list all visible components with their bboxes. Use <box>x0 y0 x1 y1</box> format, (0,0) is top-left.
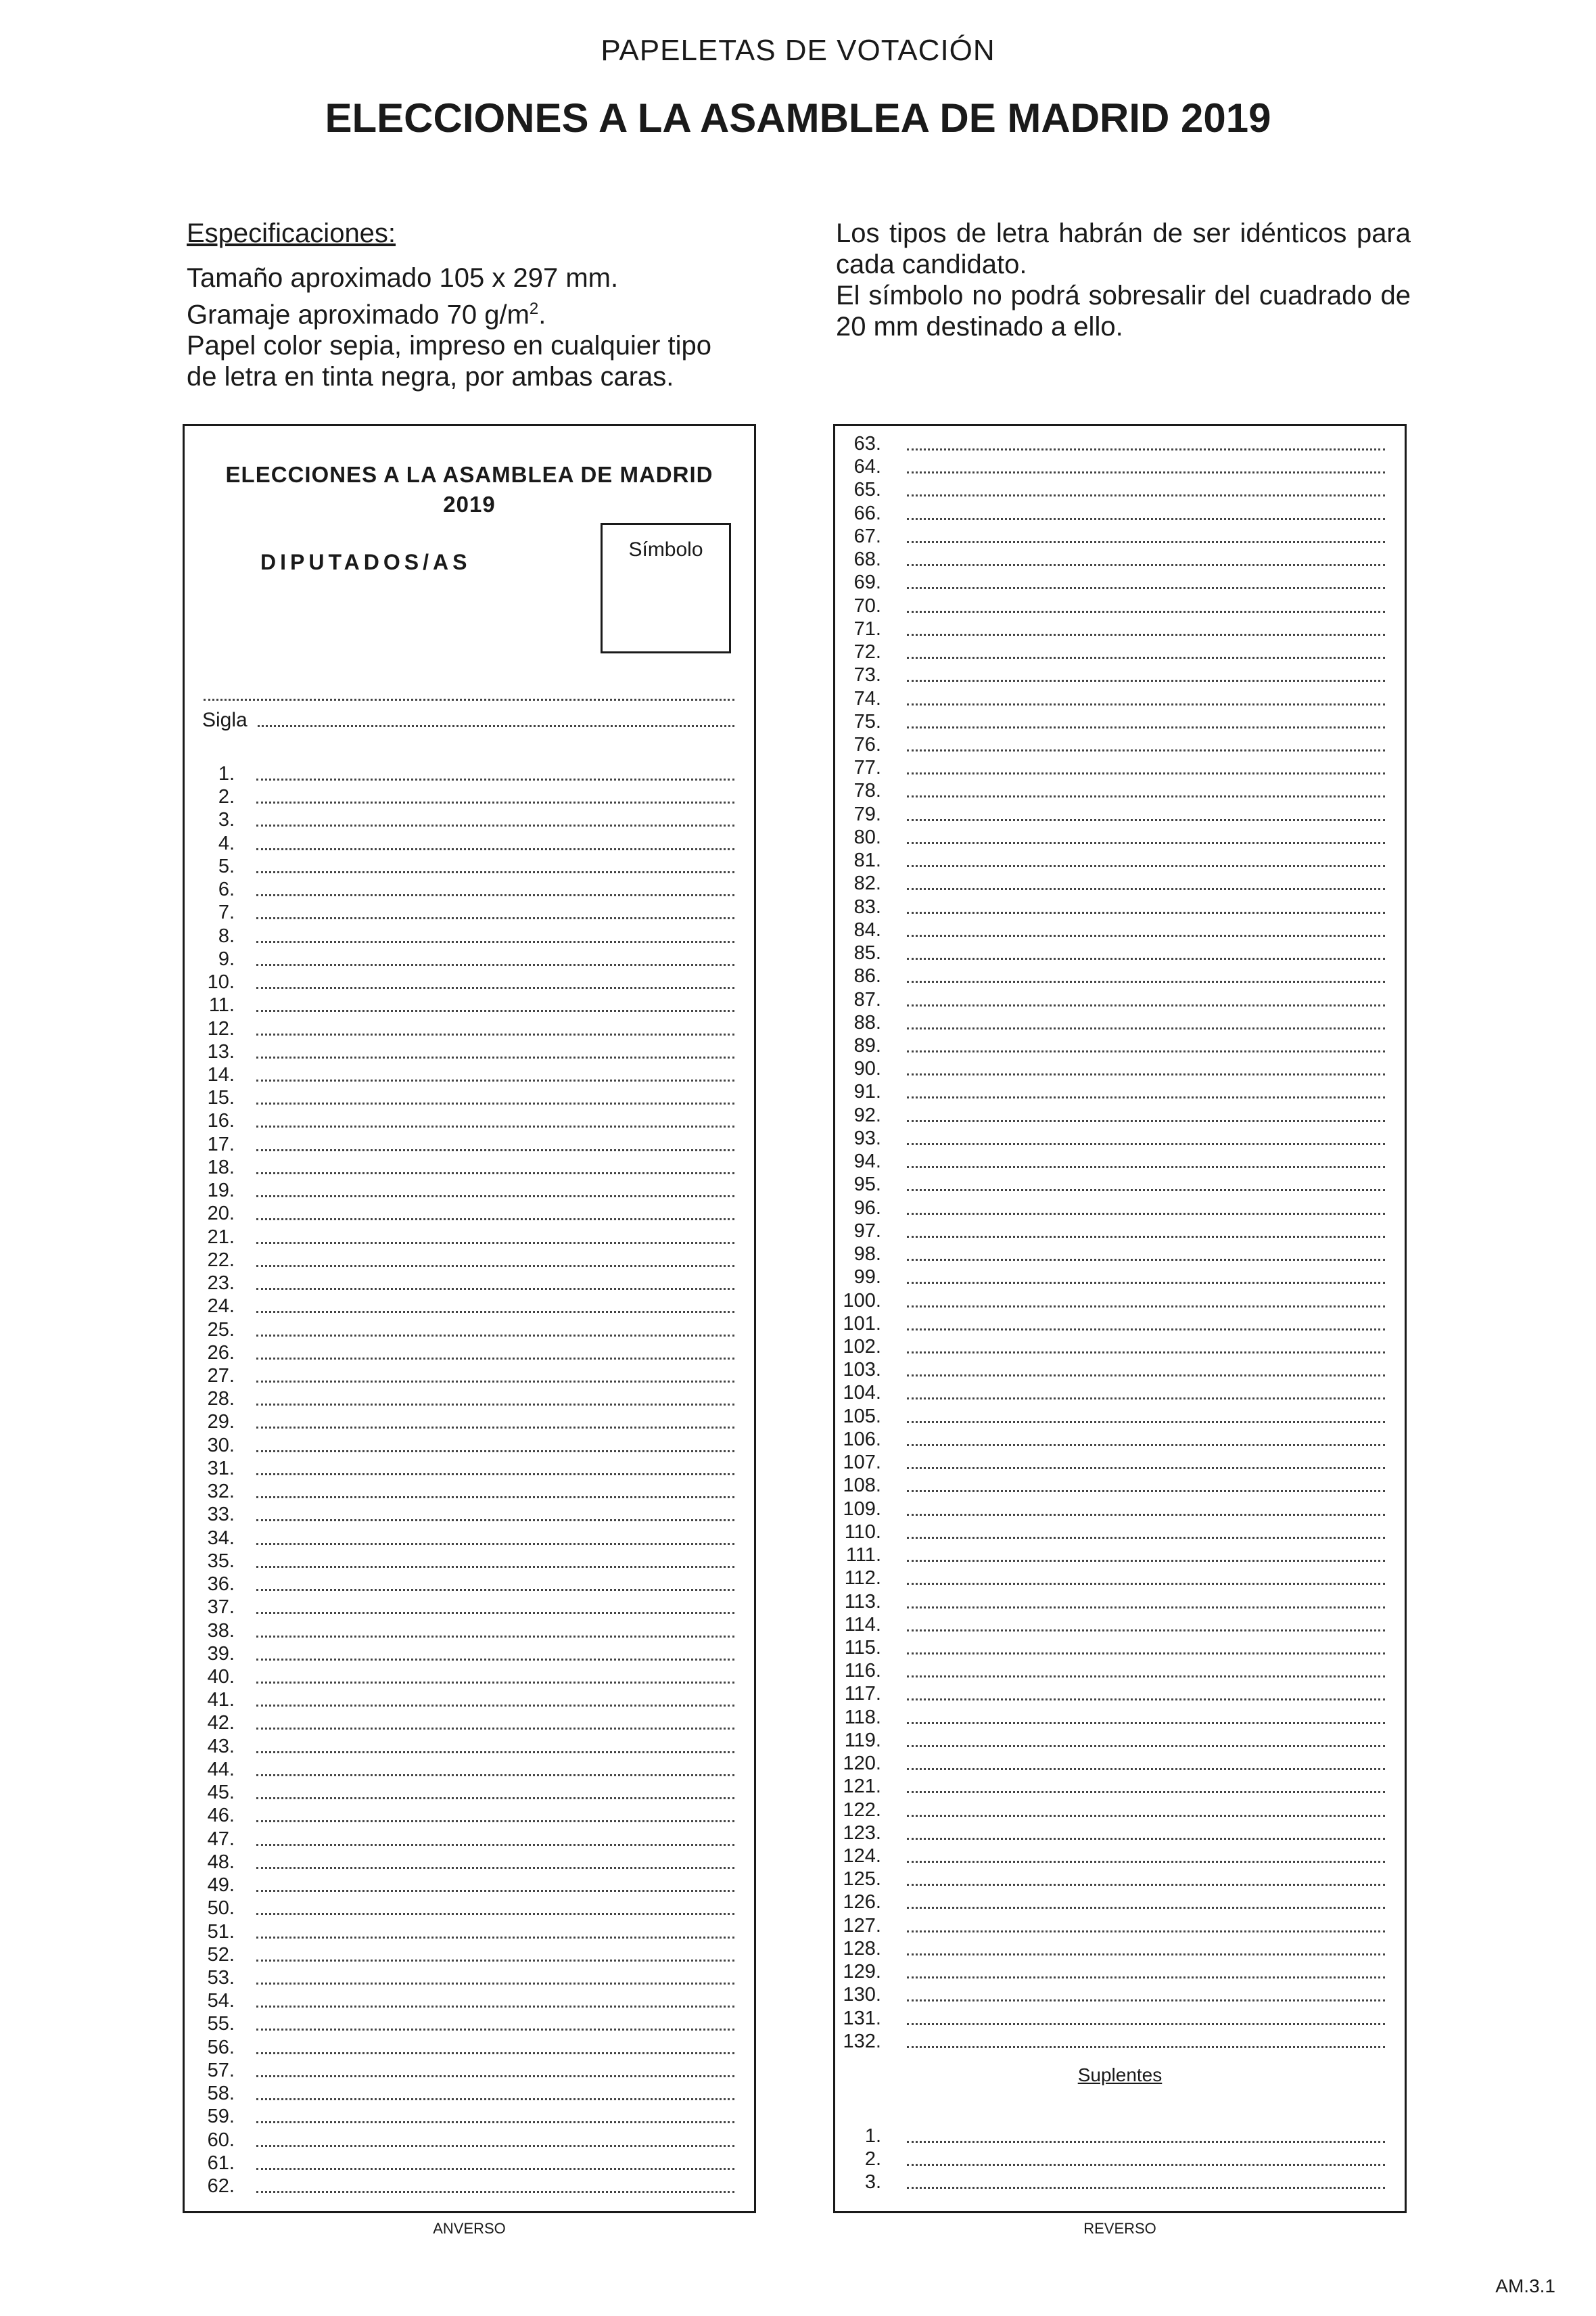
candidate-number: 13. <box>207 1040 235 1063</box>
candidate-number: 26. <box>207 1341 235 1364</box>
candidate-number: 59. <box>207 2106 235 2128</box>
candidate-number: 130. <box>843 1984 881 2006</box>
candidate-line <box>907 1166 1385 1168</box>
candidate-line <box>907 981 1385 983</box>
candidate-line <box>907 703 1385 705</box>
candidate-number: 79. <box>853 803 881 825</box>
candidate-line <box>256 1103 734 1105</box>
candidate-line <box>907 1884 1385 1886</box>
candidate-number: 64. <box>853 456 881 478</box>
candidate-number: 36. <box>207 1573 235 1596</box>
candidate-line <box>256 1404 734 1406</box>
candidate-line <box>907 2046 1385 2048</box>
candidate-number: 19. <box>207 1180 235 1202</box>
candidate-number: 12. <box>207 1017 235 1040</box>
candidate-number: 74. <box>853 687 881 710</box>
candidate-number: 66. <box>853 502 881 524</box>
candidate-number: 57. <box>207 2059 235 2081</box>
candidate-number: 31. <box>207 1457 235 1479</box>
candidate-line <box>256 2098 734 2100</box>
candidate-line <box>256 2145 734 2147</box>
candidate-number: 81. <box>853 850 881 872</box>
suplente-line <box>907 2164 1385 2166</box>
candidate-number: 21. <box>207 1226 235 1248</box>
candidate-number: 116. <box>844 1660 881 1682</box>
candidate-line <box>907 772 1385 774</box>
document-top-title: PAPELETAS DE VOTACIÓN <box>601 34 995 67</box>
candidate-line <box>907 1213 1385 1215</box>
candidate-number: 87. <box>853 988 881 1011</box>
spec-weight-exponent: 2 <box>529 300 539 318</box>
candidate-line <box>256 917 734 919</box>
candidate-line <box>256 1636 734 1638</box>
party-name-line <box>204 699 734 701</box>
candidate-number: 5. <box>218 855 235 877</box>
candidate-number: 34. <box>207 1527 235 1549</box>
candidate-number: 25. <box>207 1318 235 1341</box>
candidate-line <box>256 1913 734 1915</box>
candidate-line <box>256 1057 734 1059</box>
candidate-number: 107. <box>843 1452 881 1474</box>
candidate-number: 70. <box>853 595 881 617</box>
candidate-number: 62. <box>207 2175 235 2198</box>
candidate-line <box>907 541 1385 543</box>
candidate-line <box>907 1791 1385 1793</box>
candidate-number: 39. <box>207 1642 235 1665</box>
candidate-number: 101. <box>843 1312 881 1335</box>
candidate-number: 115. <box>844 1636 881 1659</box>
ballot-title <box>198 460 741 519</box>
candidate-line <box>907 471 1385 473</box>
candidate-line <box>907 1096 1385 1098</box>
candidate-number: 86. <box>853 965 881 988</box>
candidate-number: 15. <box>207 1087 235 1109</box>
suplente-line <box>907 2141 1385 2143</box>
candidate-line <box>907 1050 1385 1052</box>
candidate-line <box>256 1034 734 1036</box>
candidate-line <box>256 1960 734 1962</box>
candidate-number: 93. <box>853 1127 881 1149</box>
candidate-number: 99. <box>853 1266 881 1289</box>
candidate-number: 88. <box>853 1011 881 1034</box>
candidate-line <box>256 1265 734 1267</box>
candidate-number: 75. <box>853 710 881 733</box>
candidate-number: 95. <box>853 1174 881 1196</box>
candidate-line <box>256 1473 734 1475</box>
candidate-number: 63. <box>853 433 881 455</box>
candidate-line <box>256 1751 734 1753</box>
candidate-number: 128. <box>843 1937 881 1960</box>
candidate-number: 67. <box>853 525 881 547</box>
suplente-number: 2. <box>864 2148 881 2171</box>
candidate-line <box>907 1838 1385 1840</box>
candidate-line <box>907 1560 1385 1562</box>
candidate-number: 110. <box>844 1521 881 1543</box>
candidate-number: 29. <box>207 1411 235 1433</box>
candidate-number: 94. <box>853 1151 881 1173</box>
candidate-line <box>256 2052 734 2054</box>
candidate-number: 104. <box>843 1382 881 1404</box>
candidate-line <box>256 2121 734 2123</box>
candidate-line <box>256 1288 734 1290</box>
candidate-number: 43. <box>207 1735 235 1757</box>
candidate-line <box>256 1427 734 1429</box>
candidate-line <box>256 1195 734 1197</box>
candidate-number: 98. <box>853 1243 881 1266</box>
candidate-line <box>907 1768 1385 1770</box>
symbol-box <box>601 523 731 653</box>
front-caption: ANVERSO <box>433 2220 506 2237</box>
candidate-number: 33. <box>207 1504 235 1526</box>
candidate-number: 24. <box>207 1295 235 1318</box>
candidate-line <box>907 749 1385 751</box>
candidate-number: 89. <box>853 1034 881 1057</box>
document-main-title: ELECCIONES A LA ASAMBLEA DE MADRID 2019 <box>325 95 1271 141</box>
suplente-line <box>907 2187 1385 2189</box>
candidate-line <box>907 1907 1385 1909</box>
candidate-line <box>907 865 1385 867</box>
candidate-line <box>256 802 734 804</box>
candidate-number: 123. <box>843 1822 881 1844</box>
spec-paper: Papel color sepia, impreso en cualquier tipo <box>187 331 711 361</box>
candidate-number: 7. <box>218 902 235 924</box>
candidate-number: 52. <box>207 1943 235 1966</box>
candidate-line <box>907 611 1385 613</box>
candidate-line <box>907 634 1385 636</box>
candidate-line <box>907 1351 1385 1353</box>
candidate-line <box>907 2023 1385 2025</box>
candidate-line <box>256 964 734 966</box>
candidate-number: 117. <box>844 1683 881 1705</box>
candidate-line <box>907 1027 1385 1029</box>
candidate-line <box>256 1797 734 1799</box>
candidate-line <box>256 1311 734 1313</box>
candidate-number: 60. <box>207 2129 235 2151</box>
candidate-line <box>256 1149 734 1151</box>
candidate-number: 51. <box>207 1920 235 1943</box>
ballot-front-panel <box>183 424 756 2213</box>
candidate-number: 9. <box>218 948 235 970</box>
candidate-line <box>256 1358 734 1360</box>
candidate-line <box>256 941 734 943</box>
candidate-number: 72. <box>853 641 881 664</box>
candidate-line <box>907 1675 1385 1677</box>
symbol-label: Símbolo <box>628 538 703 561</box>
candidate-line <box>256 825 734 827</box>
candidate-line <box>256 1242 734 1244</box>
candidate-line <box>907 1073 1385 1075</box>
ballot-title-year: 2019 <box>443 492 496 517</box>
candidate-line <box>256 894 734 896</box>
candidate-number: 10. <box>207 971 235 994</box>
candidate-line <box>256 987 734 989</box>
candidate-number: 96. <box>853 1197 881 1219</box>
candidate-number: 97. <box>853 1220 881 1242</box>
candidate-number: 120. <box>843 1753 881 1775</box>
page-code: AM.3.1 <box>1495 2275 1555 2296</box>
candidate-line <box>256 1867 734 1869</box>
candidate-line <box>256 1172 734 1174</box>
candidate-number: 11. <box>208 994 235 1017</box>
candidate-line <box>256 871 734 873</box>
candidate-number: 18. <box>207 1156 235 1178</box>
candidate-line <box>907 1444 1385 1446</box>
symbol-note: El símbolo no podrá sobresalir del cuadrado de 20 mm destinado a ello. <box>836 281 1411 342</box>
candidate-number: 91. <box>853 1081 881 1103</box>
candidate-line <box>256 1450 734 1452</box>
candidate-number: 124. <box>843 1845 881 1868</box>
candidate-number: 73. <box>853 664 881 687</box>
candidate-number: 78. <box>853 780 881 802</box>
candidate-number: 55. <box>207 2013 235 2035</box>
candidate-number: 32. <box>207 1481 235 1503</box>
candidate-number: 84. <box>853 919 881 941</box>
candidate-number: 44. <box>207 1758 235 1780</box>
candidate-line <box>256 1983 734 1985</box>
candidate-number: 27. <box>207 1364 235 1387</box>
candidate-number: 85. <box>853 942 881 965</box>
suplente-number: 1. <box>864 2125 881 2147</box>
candidate-line <box>907 1397 1385 1399</box>
candidate-line <box>256 1659 734 1661</box>
candidate-number: 100. <box>843 1289 881 1312</box>
candidate-line <box>907 1421 1385 1423</box>
candidate-line <box>907 1374 1385 1376</box>
candidate-number: 46. <box>207 1805 235 1827</box>
spec-weight-text: Gramaje aproximado 70 g/m <box>187 300 530 330</box>
candidate-number: 35. <box>207 1550 235 1572</box>
candidate-number: 58. <box>207 2083 235 2105</box>
candidate-number: 103. <box>843 1359 881 1381</box>
candidate-line <box>907 1305 1385 1307</box>
candidate-number: 49. <box>207 1874 235 1897</box>
candidate-number: 30. <box>207 1434 235 1456</box>
candidate-line <box>256 2006 734 2008</box>
candidate-line <box>907 726 1385 728</box>
back-caption: REVERSO <box>1083 2220 1156 2237</box>
candidate-number: 113. <box>844 1590 881 1613</box>
candidate-number: 65. <box>853 479 881 501</box>
candidate-line <box>907 564 1385 566</box>
candidate-line <box>256 1844 734 1846</box>
candidate-line <box>907 842 1385 844</box>
candidate-number: 1. <box>218 763 235 785</box>
candidate-line <box>256 1218 734 1220</box>
candidate-line <box>256 779 734 781</box>
candidate-line <box>907 1143 1385 1145</box>
candidate-number: 68. <box>853 549 881 571</box>
suplente-number: 3. <box>864 2171 881 2194</box>
candidate-number: 119. <box>844 1729 881 1751</box>
candidate-line <box>256 1774 734 1776</box>
candidate-line <box>256 2191 734 2193</box>
candidate-line <box>256 1566 734 1568</box>
ballot-back-panel <box>833 424 1407 2213</box>
candidate-number: 4. <box>218 832 235 854</box>
candidate-number: 37. <box>207 1596 235 1619</box>
candidate-line <box>907 518 1385 520</box>
candidate-number: 126. <box>843 1891 881 1914</box>
candidate-number: 8. <box>218 925 235 947</box>
candidate-number: 40. <box>207 1665 235 1688</box>
candidate-number: 131. <box>843 2007 881 2029</box>
candidate-line <box>256 1820 734 1822</box>
candidate-line <box>907 1999 1385 2001</box>
candidate-line <box>256 2029 734 2031</box>
candidate-line <box>907 1861 1385 1863</box>
candidate-line <box>907 494 1385 496</box>
candidate-number: 17. <box>207 1133 235 1155</box>
candidate-number: 16. <box>207 1110 235 1132</box>
specifications-block <box>187 218 782 392</box>
candidate-number: 76. <box>853 733 881 756</box>
candidate-number: 45. <box>207 1782 235 1804</box>
candidate-number: 106. <box>843 1428 881 1450</box>
candidate-number: 77. <box>853 757 881 779</box>
candidate-number: 82. <box>853 873 881 895</box>
candidate-line <box>907 587 1385 589</box>
candidate-line <box>256 1543 734 1545</box>
candidate-line <box>907 1537 1385 1539</box>
candidate-line <box>907 1722 1385 1724</box>
suplentes-heading: Suplentes <box>1077 2064 1163 2085</box>
candidate-number: 127. <box>843 1914 881 1937</box>
candidate-number: 2. <box>218 786 235 808</box>
candidate-number: 92. <box>853 1104 881 1126</box>
candidate-number: 56. <box>207 2036 235 2058</box>
candidate-number: 125. <box>843 1868 881 1891</box>
candidate-number: 50. <box>207 1897 235 1920</box>
candidate-number: 118. <box>844 1706 881 1728</box>
candidate-line <box>907 1930 1385 1932</box>
candidate-line <box>256 1126 734 1128</box>
candidate-number: 14. <box>207 1063 235 1086</box>
candidate-line <box>256 1937 734 1939</box>
specifications-notes <box>836 218 1411 342</box>
candidate-number: 23. <box>207 1272 235 1295</box>
candidate-line <box>907 1815 1385 1817</box>
candidate-line <box>256 1612 734 1614</box>
candidate-number: 129. <box>843 1961 881 1983</box>
candidate-line <box>907 1745 1385 1747</box>
candidate-number: 71. <box>853 618 881 640</box>
candidate-line <box>256 1010 734 1012</box>
spec-weight-period: . <box>538 300 546 330</box>
candidate-line <box>256 1728 734 1730</box>
candidate-line <box>907 1236 1385 1238</box>
candidate-line <box>907 935 1385 937</box>
candidate-number: 122. <box>843 1799 881 1821</box>
candidate-number: 53. <box>207 1966 235 1989</box>
candidate-line <box>907 1490 1385 1492</box>
candidate-line <box>256 1381 734 1383</box>
candidate-number: 3. <box>218 809 235 831</box>
candidate-line <box>256 1496 734 1498</box>
candidate-number: 108. <box>843 1475 881 1497</box>
candidate-line <box>907 1120 1385 1122</box>
candidate-number: 69. <box>853 572 881 594</box>
candidate-line <box>907 1606 1385 1608</box>
candidate-line <box>256 1890 734 1892</box>
candidate-line <box>256 1335 734 1337</box>
candidate-number: 114. <box>844 1613 881 1636</box>
candidate-number: 38. <box>207 1619 235 1642</box>
candidate-number: 22. <box>207 1249 235 1271</box>
candidate-number: 6. <box>218 879 235 901</box>
candidate-line <box>907 1976 1385 1978</box>
candidate-line <box>907 1004 1385 1006</box>
candidate-number: 121. <box>843 1776 881 1798</box>
candidate-line <box>907 680 1385 682</box>
font-note: Los tipos de letra habrán de ser idénticos para cada candidato. <box>836 218 1411 279</box>
candidate-line <box>907 1328 1385 1330</box>
candidate-line <box>256 1519 734 1521</box>
candidate-line <box>907 1282 1385 1284</box>
candidate-line <box>907 912 1385 914</box>
ballot-subtitle: DIPUTADOS/AS <box>260 550 471 574</box>
specifications-heading: Especificaciones: <box>187 218 396 248</box>
candidate-number: 42. <box>207 1712 235 1734</box>
candidate-line <box>907 1189 1385 1191</box>
candidate-number: 61. <box>207 2152 235 2174</box>
candidate-number: 102. <box>843 1335 881 1358</box>
candidate-number: 112. <box>844 1567 881 1590</box>
candidate-line <box>907 795 1385 797</box>
candidate-number: 20. <box>207 1203 235 1225</box>
candidate-line <box>256 1080 734 1082</box>
candidate-number: 83. <box>853 896 881 918</box>
candidate-number: 105. <box>843 1405 881 1427</box>
ballot-title-line1: ELECCIONES A LA ASAMBLEA DE MADRID <box>225 462 713 487</box>
candidate-line <box>256 1589 734 1591</box>
candidate-line <box>907 1514 1385 1516</box>
candidate-number: 109. <box>843 1498 881 1520</box>
candidate-number: 48. <box>207 1851 235 1873</box>
candidate-number: 41. <box>207 1689 235 1711</box>
candidate-number: 47. <box>207 1828 235 1850</box>
spec-size: Tamaño aproximado 105 x 297 mm. <box>187 263 619 293</box>
candidate-line <box>256 2168 734 2170</box>
candidate-number: 80. <box>853 826 881 848</box>
candidate-line <box>256 1705 734 1707</box>
candidate-line <box>907 448 1385 450</box>
spec-paper-cont: de letra en tinta negra, por ambas caras. <box>187 362 674 392</box>
candidate-line <box>907 1698 1385 1700</box>
candidate-line <box>907 657 1385 659</box>
sigla-label: Sigla <box>202 709 248 731</box>
candidate-line <box>907 888 1385 890</box>
spec-weight <box>187 294 782 330</box>
candidate-line <box>907 1629 1385 1631</box>
candidate-number: 28. <box>207 1388 235 1410</box>
candidate-line <box>907 1583 1385 1585</box>
candidate-number: 90. <box>853 1058 881 1080</box>
candidate-line <box>256 848 734 850</box>
candidate-line <box>256 2075 734 2077</box>
candidate-line <box>907 1467 1385 1469</box>
candidate-line <box>256 1682 734 1684</box>
candidate-number: 111. <box>845 1544 881 1567</box>
sigla-line <box>258 725 734 727</box>
candidate-line <box>907 958 1385 960</box>
candidate-line <box>907 1953 1385 1955</box>
candidate-line <box>907 819 1385 821</box>
candidate-line <box>907 1259 1385 1261</box>
candidate-line <box>907 1652 1385 1654</box>
candidate-number: 54. <box>207 1990 235 2012</box>
candidate-number: 132. <box>843 2030 881 2052</box>
